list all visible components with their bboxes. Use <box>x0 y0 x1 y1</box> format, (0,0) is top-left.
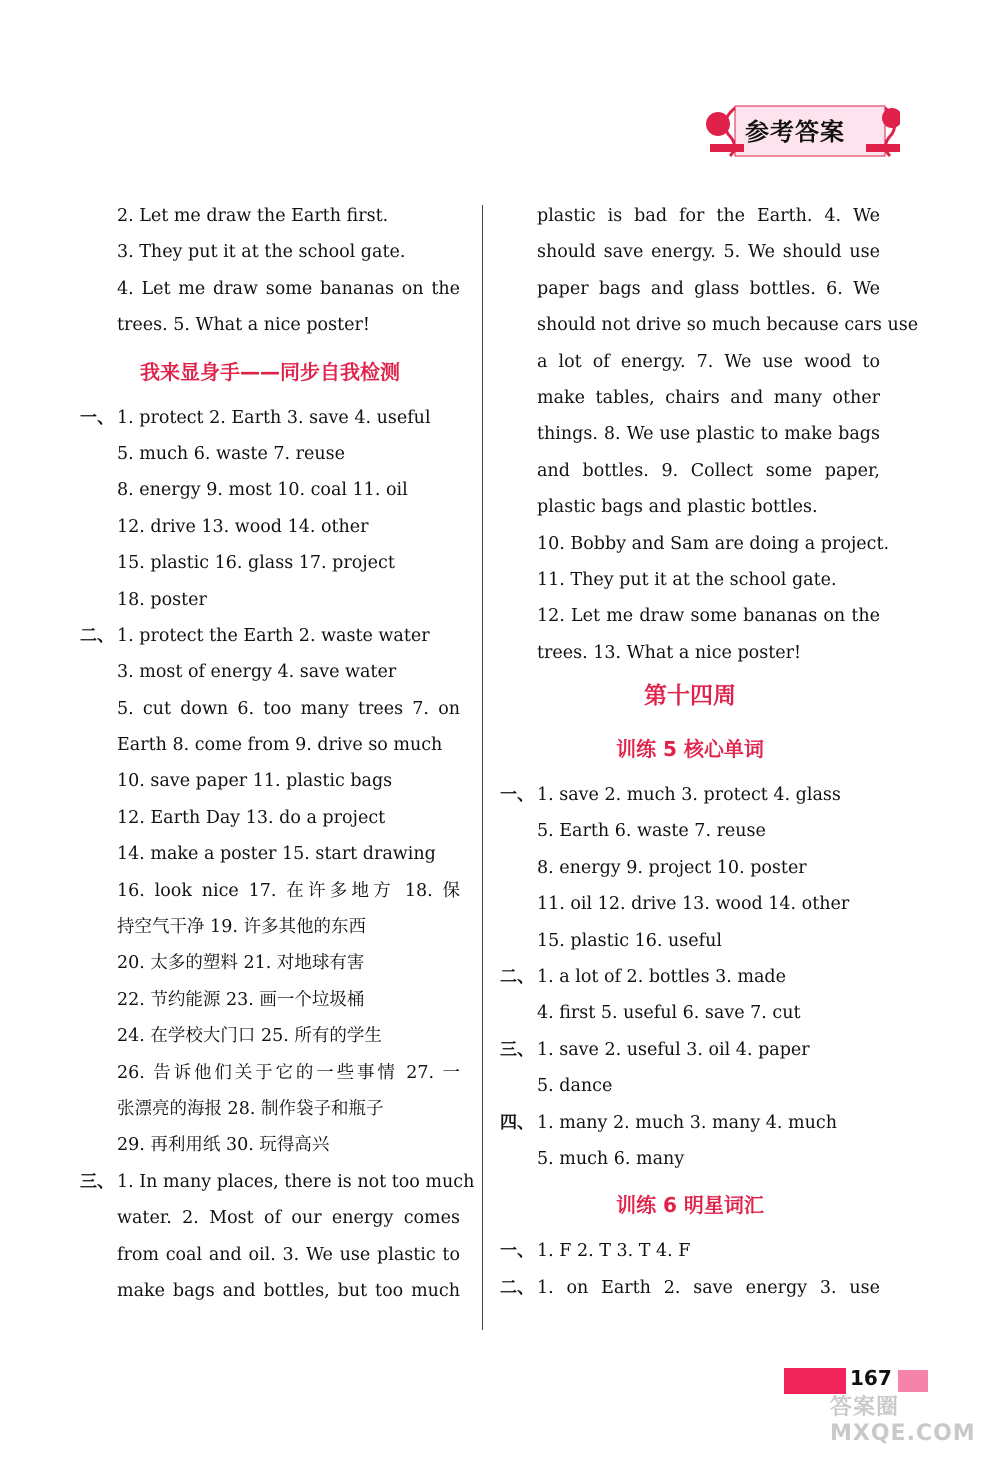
answer-text: trees. 13. What a nice poster! <box>537 642 801 663</box>
section-marker: 四、 <box>500 1112 534 1133</box>
section-marker: 三、 <box>80 1171 114 1192</box>
answer-line <box>80 545 460 581</box>
page-number: 167 <box>850 1366 892 1390</box>
answer-line <box>80 307 460 343</box>
column-divider <box>482 205 483 1330</box>
answer-text: 26. 告诉他们关于它的一些事情 27. 一 <box>117 1062 460 1083</box>
answer-text: 10. save paper 11. plastic bags <box>117 771 393 792</box>
answer-line <box>80 763 460 799</box>
answer-line <box>80 909 460 945</box>
answer-line <box>80 654 460 690</box>
answer-text: plastic bags and plastic bottles. <box>537 497 818 518</box>
answer-line <box>500 850 880 886</box>
answer-text: paper bags and glass bottles. 6. We <box>537 278 880 299</box>
answer-line <box>500 416 880 452</box>
answer-line <box>80 1237 460 1273</box>
answer-line <box>500 1233 880 1269</box>
answer-line <box>80 582 460 618</box>
section-heading: 第十四周 <box>644 683 736 710</box>
answer-text: water. 2. Most of our energy comes <box>117 1208 460 1229</box>
answer-line <box>80 198 460 234</box>
answer-line <box>80 982 460 1018</box>
answer-text: a lot of energy. 7. We use wood to <box>537 351 880 372</box>
answer-text: 1. protect the Earth 2. waste water <box>117 625 430 646</box>
answer-line <box>80 1055 460 1091</box>
answer-line <box>500 923 880 959</box>
section-marker: 三、 <box>500 1039 534 1060</box>
answer-text: 1. protect 2. Earth 3. save 4. useful <box>117 407 431 428</box>
answer-text: 3. They put it at the school gate. <box>117 242 406 263</box>
answer-text: 10. Bobby and Sam are doing a project. <box>537 533 890 554</box>
answer-line <box>80 945 460 981</box>
answer-text: make bags and bottles, but too much <box>117 1280 460 1301</box>
section-heading: 训练 5 核心单词 <box>616 737 764 762</box>
answer-line <box>500 526 890 562</box>
answer-line <box>80 400 460 436</box>
answer-line <box>80 1200 460 1236</box>
answer-text: 15. plastic 16. useful <box>537 930 722 951</box>
section-marker: 一、 <box>500 1241 534 1262</box>
answer-line <box>80 873 460 909</box>
answer-line <box>500 1068 880 1104</box>
answer-text: 1. F 2. T 3. T 4. F <box>537 1241 691 1262</box>
answer-text: 8. energy 9. project 10. poster <box>537 857 807 878</box>
answer-text: 3. most of energy 4. save water <box>117 662 397 683</box>
answer-text: 8. energy 9. most 10. coal 11. oil <box>117 480 408 501</box>
answer-text: things. 8. We use plastic to make bags <box>537 424 880 445</box>
answer-text: make tables, chairs and many other <box>537 387 880 408</box>
answer-line <box>80 1018 460 1054</box>
left-column <box>80 198 475 1309</box>
answer-line <box>500 198 880 234</box>
answer-line <box>500 453 880 489</box>
answer-text: 11. They put it at the school gate. <box>537 569 837 590</box>
answer-line <box>80 1273 460 1309</box>
answer-text: 5. much 6. waste 7. reuse <box>117 443 345 464</box>
answer-text: 22. 节约能源 23. 画一个垃圾桶 <box>117 989 365 1010</box>
answer-text: 29. 再利用纸 30. 玩得高兴 <box>117 1135 330 1156</box>
answer-line <box>80 691 460 727</box>
watermark: 答案圈 MXQE.COM <box>830 1395 976 1446</box>
answer-text: 张漂亮的海报 28. 制作袋子和瓶子 <box>117 1098 384 1119</box>
answer-line <box>80 436 460 472</box>
answer-text: 4. Let me draw some bananas on the <box>117 278 460 299</box>
answer-text: 12. Let me draw some bananas on the <box>537 606 880 627</box>
answer-line <box>80 234 460 270</box>
answer-line <box>500 562 880 598</box>
answer-text: 5. much 6. many <box>537 1148 685 1169</box>
answer-text: 持空气干净 19. 许多其他的东西 <box>117 917 366 938</box>
answer-text: 1. many 2. much 3. many 4. much <box>537 1112 837 1133</box>
answer-text: 1. a lot of 2. bottles 3. made <box>537 967 786 988</box>
answer-line <box>500 344 880 380</box>
answer-text: 5. cut down 6. too many trees 7. on <box>117 698 460 719</box>
answer-text: 5. Earth 6. waste 7. reuse <box>537 821 766 842</box>
answer-line <box>500 1141 880 1177</box>
answer-text: Earth 8. come from 9. drive so much <box>117 735 443 756</box>
answer-text: plastic is bad for the Earth. 4. We <box>537 206 880 226</box>
answer-text: 12. Earth Day 13. do a project <box>117 807 386 828</box>
answer-line <box>500 995 880 1031</box>
section-marker: 二、 <box>80 625 114 646</box>
answer-text: 14. make a poster 15. start drawing <box>117 844 436 865</box>
answer-line <box>80 618 460 654</box>
answer-line <box>500 271 880 307</box>
answer-line <box>500 489 880 525</box>
answer-line <box>500 813 880 849</box>
answer-text: from coal and oil. 3. We use plastic to <box>117 1244 460 1265</box>
answer-text: 15. plastic 16. glass 17. project <box>117 553 395 574</box>
page-tab-decoration-secondary <box>898 1370 928 1392</box>
answer-text: 1. save 2. useful 3. oil 4. paper <box>537 1039 810 1060</box>
answer-text: 11. oil 12. drive 13. wood 14. other <box>537 894 850 915</box>
section-marker: 一、 <box>80 407 114 428</box>
answer-line <box>500 1270 880 1306</box>
answer-text: 20. 太多的塑料 21. 对地球有害 <box>117 953 365 974</box>
answer-key-title: 参考答案 <box>745 118 845 146</box>
section-marker: 一、 <box>500 785 534 806</box>
answer-line <box>80 509 460 545</box>
section-marker: 二、 <box>500 967 534 988</box>
answer-line <box>500 307 919 343</box>
section-heading: 我来显身手——同步自我检测 <box>140 359 400 384</box>
answer-line <box>500 777 880 813</box>
answer-line <box>500 598 880 634</box>
answer-text: 4. first 5. useful 6. save 7. cut <box>537 1003 801 1024</box>
answer-text: 1. In many places, there is not too much <box>117 1171 475 1192</box>
answer-line <box>80 271 460 307</box>
answer-line <box>80 1091 460 1127</box>
answer-line <box>80 800 460 836</box>
answer-line <box>80 836 460 872</box>
right-column <box>500 198 919 1306</box>
answer-text: 2. Let me draw the Earth first. <box>117 206 389 226</box>
section-marker: 二、 <box>500 1277 534 1298</box>
answer-line <box>80 727 460 763</box>
answer-line <box>500 635 880 671</box>
answer-text: 1. save 2. much 3. protect 4. glass <box>537 785 841 806</box>
answer-text: 12. drive 13. wood 14. other <box>117 516 369 537</box>
answer-text: should save energy. 5. We should use <box>537 242 880 263</box>
answer-line <box>500 380 880 416</box>
answer-text: should not drive so much because cars use <box>537 315 919 336</box>
section-heading: 训练 6 明星词汇 <box>616 1193 764 1218</box>
answer-text: 1. on Earth 2. save energy 3. use <box>537 1277 880 1298</box>
answer-line <box>80 472 460 508</box>
answer-line <box>80 1164 475 1200</box>
answer-line <box>500 234 880 270</box>
answer-line <box>500 886 880 922</box>
answer-line <box>500 1032 880 1068</box>
answer-text: trees. 5. What a nice poster! <box>117 315 370 336</box>
answer-text: 5. dance <box>537 1076 613 1097</box>
answer-line <box>80 1127 460 1163</box>
answer-text: 18. poster <box>117 589 207 610</box>
answer-text: and bottles. 9. Collect some paper, <box>537 460 880 481</box>
answer-line <box>500 1105 880 1141</box>
answer-text: 24. 在学校大门口 25. 所有的学生 <box>117 1026 382 1047</box>
answer-text: 16. look nice 17. 在许多地方 18. 保 <box>117 880 460 901</box>
answer-line <box>500 959 880 995</box>
